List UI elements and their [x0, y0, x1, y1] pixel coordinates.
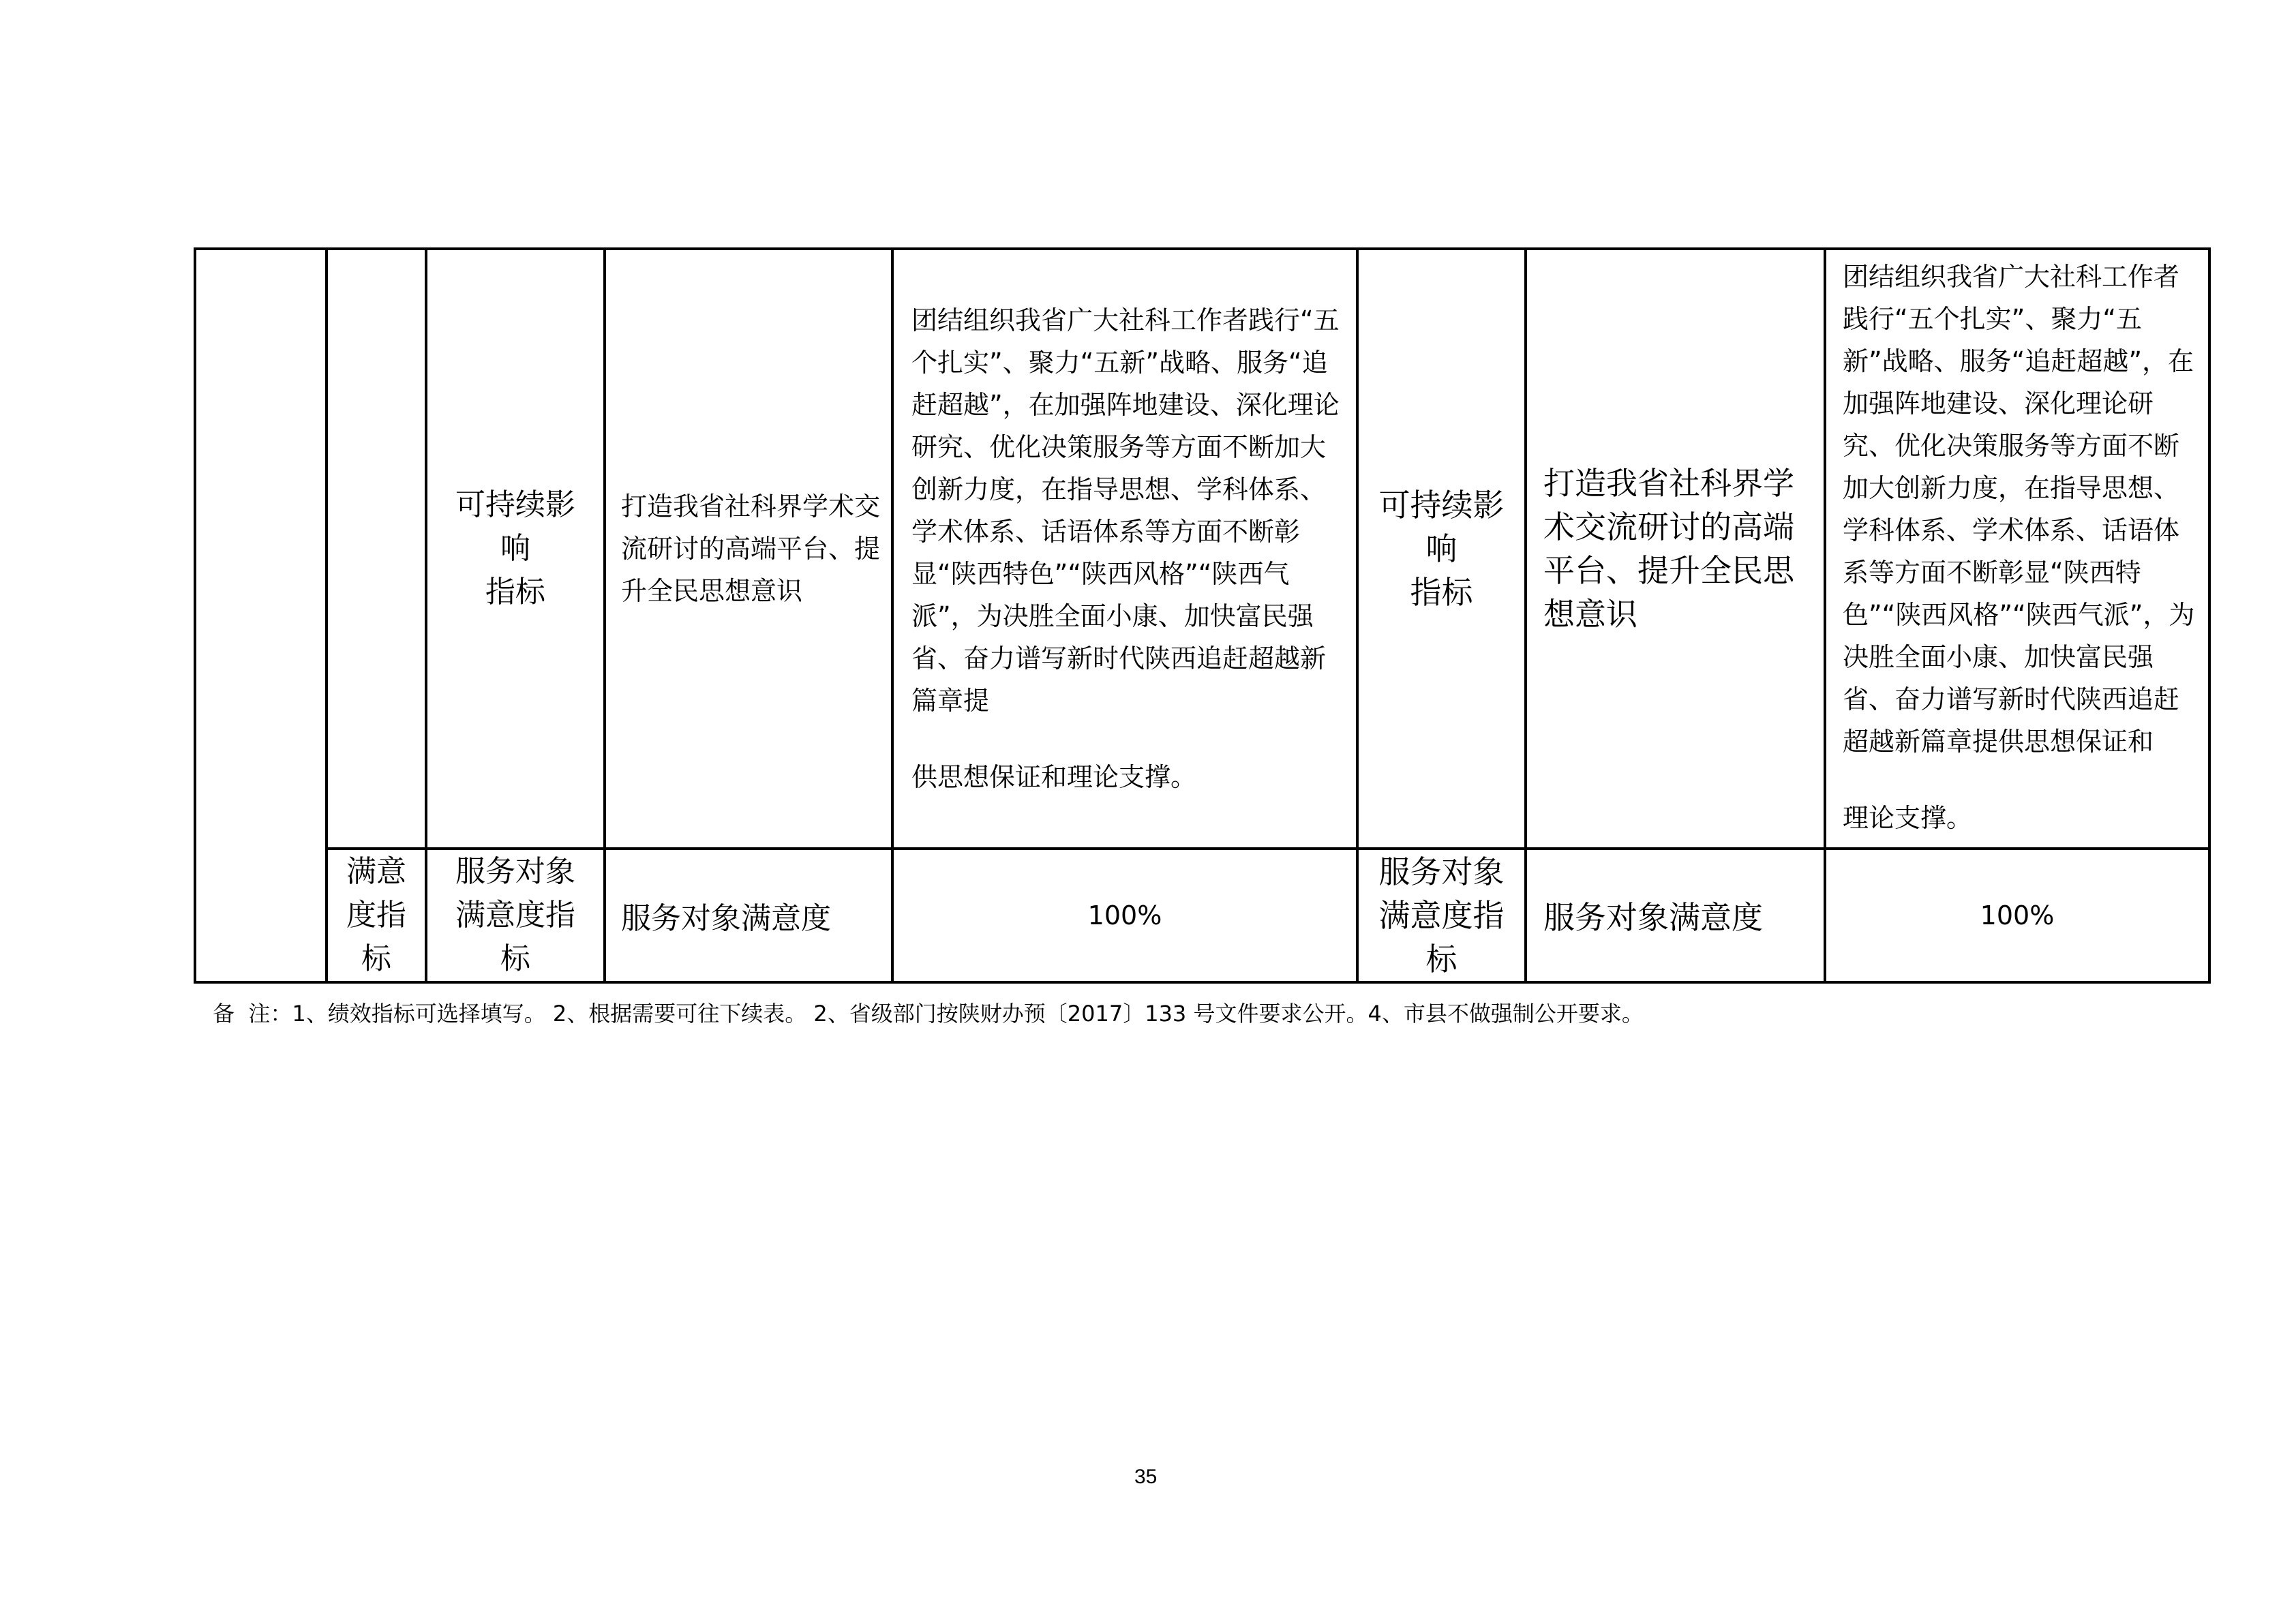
page-number: 35: [1134, 1466, 1158, 1488]
left-detail-tail: 供思想保证和理论支撑。: [911, 762, 1197, 792]
left-indicator-label: 可持续影 响 指标: [426, 249, 605, 849]
secondary-category-cell: [327, 249, 426, 849]
right-satisfaction-indicator: 服务对象 满意度指 标: [1357, 849, 1526, 982]
left-satisfaction-item: 服务对象满意度: [605, 849, 892, 982]
performance-indicator-table: [194, 247, 2211, 984]
right-satisfaction-value: 100%: [1825, 849, 2209, 982]
table-row-sustainable-impact: [195, 249, 2209, 849]
right-detail-cell: [1825, 249, 2209, 849]
left-satisfaction-value: 100%: [892, 849, 1357, 982]
satisfaction-category-label: 满意 度指 标: [327, 849, 426, 982]
right-goal-text: 打造我省社科界学术交流研讨的高端平台、提升全民思想意识: [1526, 249, 1825, 849]
left-detail-text: 团结组织我省广大社科工作者践行“五个扎实”、聚力“五新”战略、服务“追赶超越”，在加强阵地建设、深化理论研究、优化决策服务等方面不断加大创新力度，在指导思想、学科体系、学术体系、话语体系等方面不断彰显“陕西特色”“陕西风格”“陕西气派”，为决胜全面小康、加快富民强省、奋力谱写新时代陕西追赶超越新篇章提: [911, 305, 1340, 716]
right-detail-text: 团结组织我省广大社科工作者践行“五个扎实”、聚力“五新”战略、服务“追赶超越”，在加强阵地建设、深化理论研究、优化决策服务等方面不断加大创新力度，在指导思想、学科体系、学术体系、话语体系等方面不断彰显“陕西特色”“陕西风格”“陕西气派”，为决胜全面小康、加快富民强省、奋力谱写新时代陕西追赶超越新篇章提供思想保证和: [1843, 262, 2195, 757]
table-row-satisfaction: [195, 849, 2209, 982]
right-detail-tail: 理论支撑。: [1843, 803, 1973, 833]
left-satisfaction-indicator: 服务对象 满意度指 标: [426, 849, 605, 982]
primary-category-cell: [195, 249, 327, 982]
right-satisfaction-item: 服务对象满意度: [1526, 849, 1825, 982]
right-indicator-label: 可持续影 响 指标: [1357, 249, 1526, 849]
footnote: 备 注：1、绩效指标可选择填写。 2、根据需要可往下续表。 2、省级部门按陕财办预〔2017〕133 号文件要求公开。4、市县不做强制公开要求。: [213, 1001, 1644, 1027]
left-detail-cell: [892, 249, 1357, 849]
left-goal-text: 打造我省社科界学术交流研讨的高端平台、提升全民思想意识: [605, 249, 892, 849]
